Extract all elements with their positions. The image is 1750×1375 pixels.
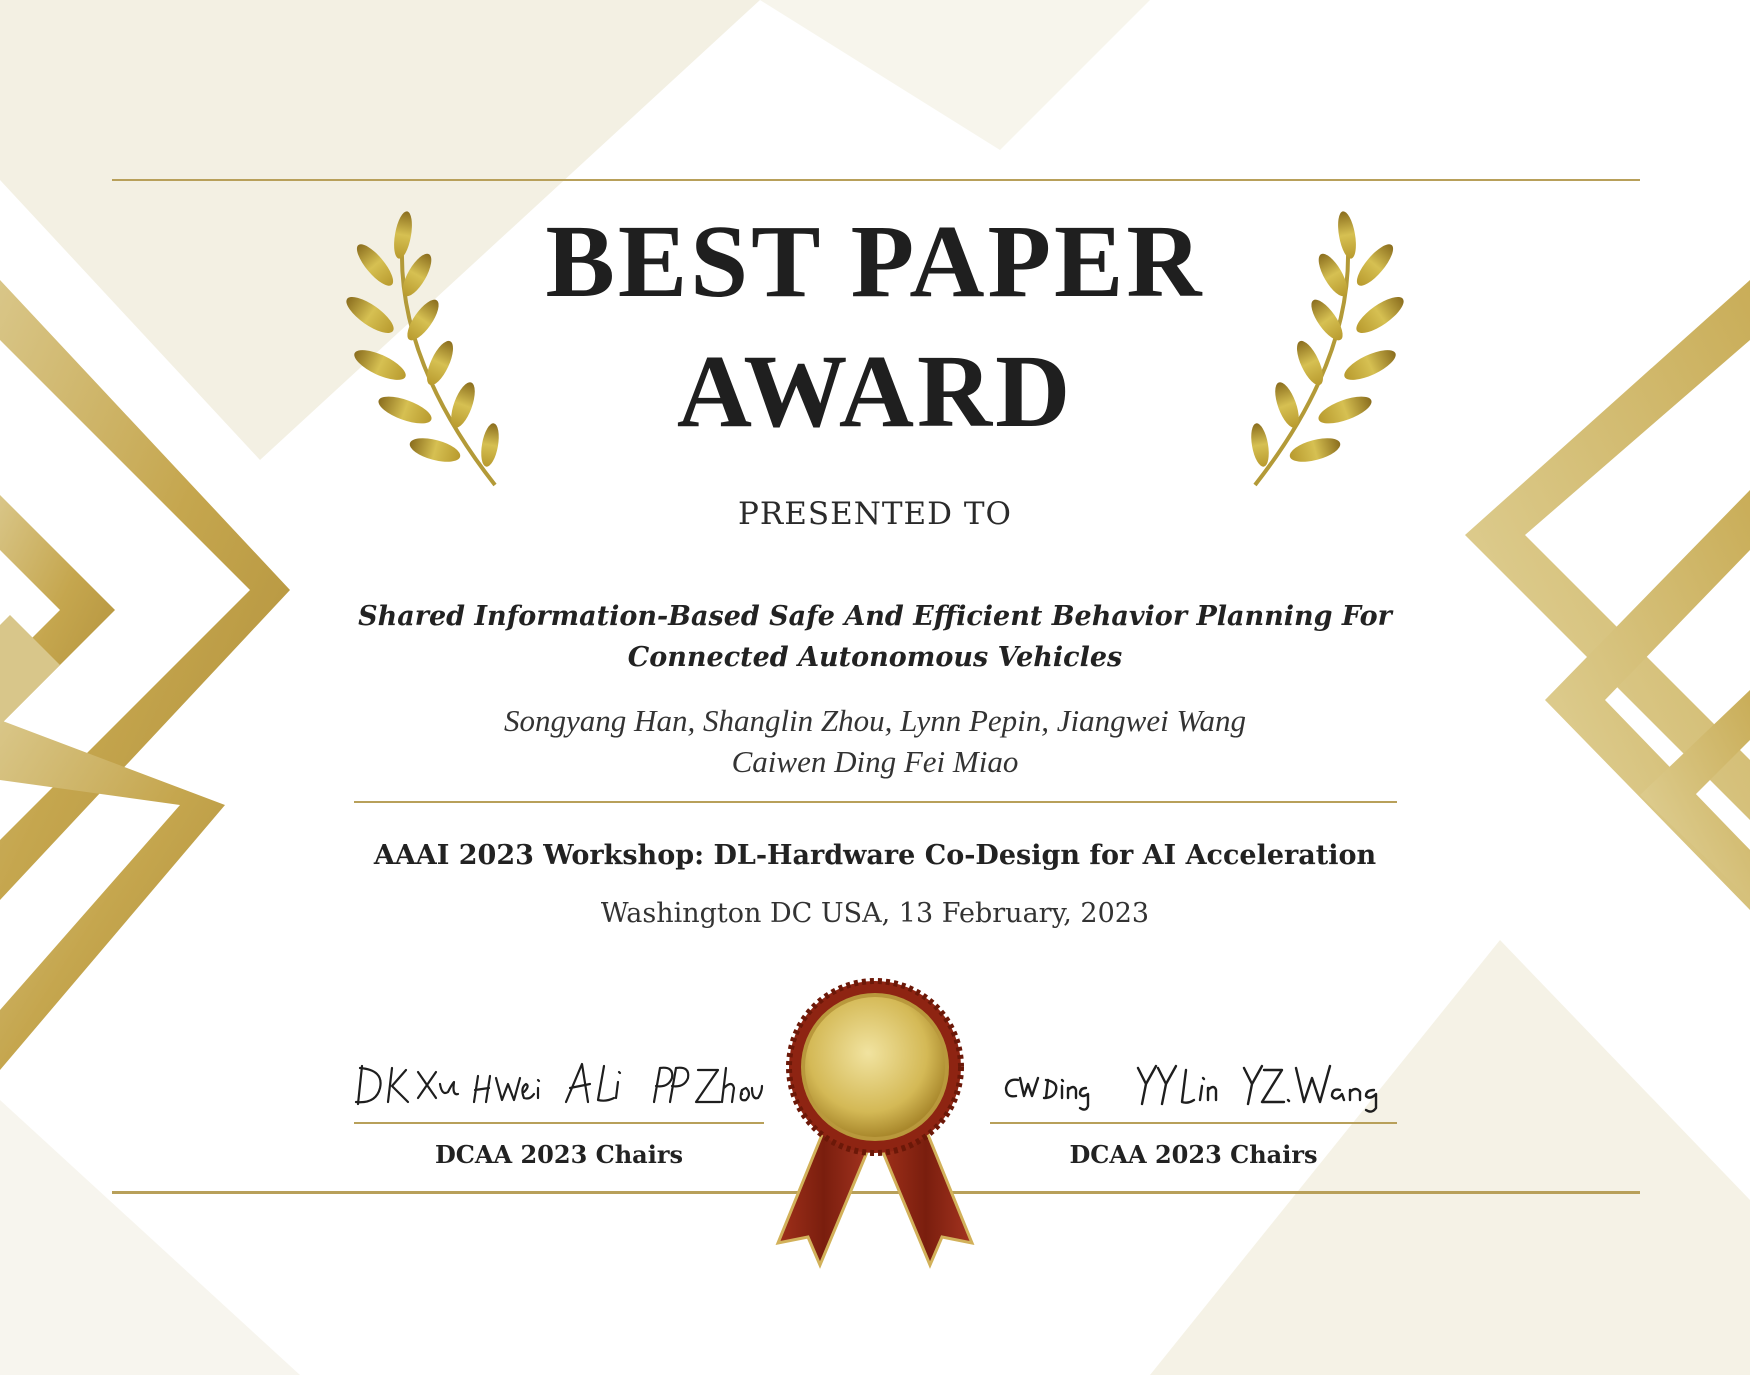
paper-title-line2: Connected Autonomous Vehicles [627, 642, 1123, 673]
seal-gold-medallion [805, 997, 945, 1137]
left-signatures [354, 1058, 764, 1118]
authors-line1: Songyang Han, Shanglin Zhou, Lynn Pepin, Jiangwei Wang [504, 703, 1246, 738]
cream-panel-bottom-left [0, 1100, 300, 1375]
right-signature-rule [990, 1122, 1397, 1124]
signature-cw-ding [1006, 1078, 1088, 1110]
award-title-line1: BEST PAPER [545, 204, 1205, 319]
signature-pp-zhou [654, 1068, 762, 1102]
signature-dk-xu [356, 1066, 458, 1104]
signature-h-wei [474, 1076, 539, 1102]
top-border-rule [112, 179, 1640, 181]
paper-title-line1: Shared Information-Based Safe And Efficient Behavior Planning For [358, 601, 1392, 632]
left-chairs-caption: DCAA 2023 Chairs [434, 1140, 684, 1169]
signature-yz-wang [1244, 1066, 1376, 1112]
workshop-name: AAAI 2023 Workshop: DL-Hardware Co-Design for AI Acceleration [373, 840, 1377, 871]
location-date: Washington DC USA, 13 February, 2023 [600, 898, 1150, 929]
award-title-line2: AWARD [676, 334, 1074, 449]
authors-divider-rule [354, 801, 1397, 803]
presented-to-label: PRESENTED TO [738, 496, 1012, 532]
left-signature-rule [354, 1122, 764, 1124]
right-signatures [1000, 1058, 1400, 1118]
authors-line2: Caiwen Ding Fei Miao [731, 744, 1019, 779]
award-seal-icon [770, 975, 980, 1275]
right-chairs-caption: DCAA 2023 Chairs [1069, 1140, 1318, 1169]
signature-yy-lin [1138, 1066, 1216, 1104]
signature-a-li [566, 1064, 620, 1102]
